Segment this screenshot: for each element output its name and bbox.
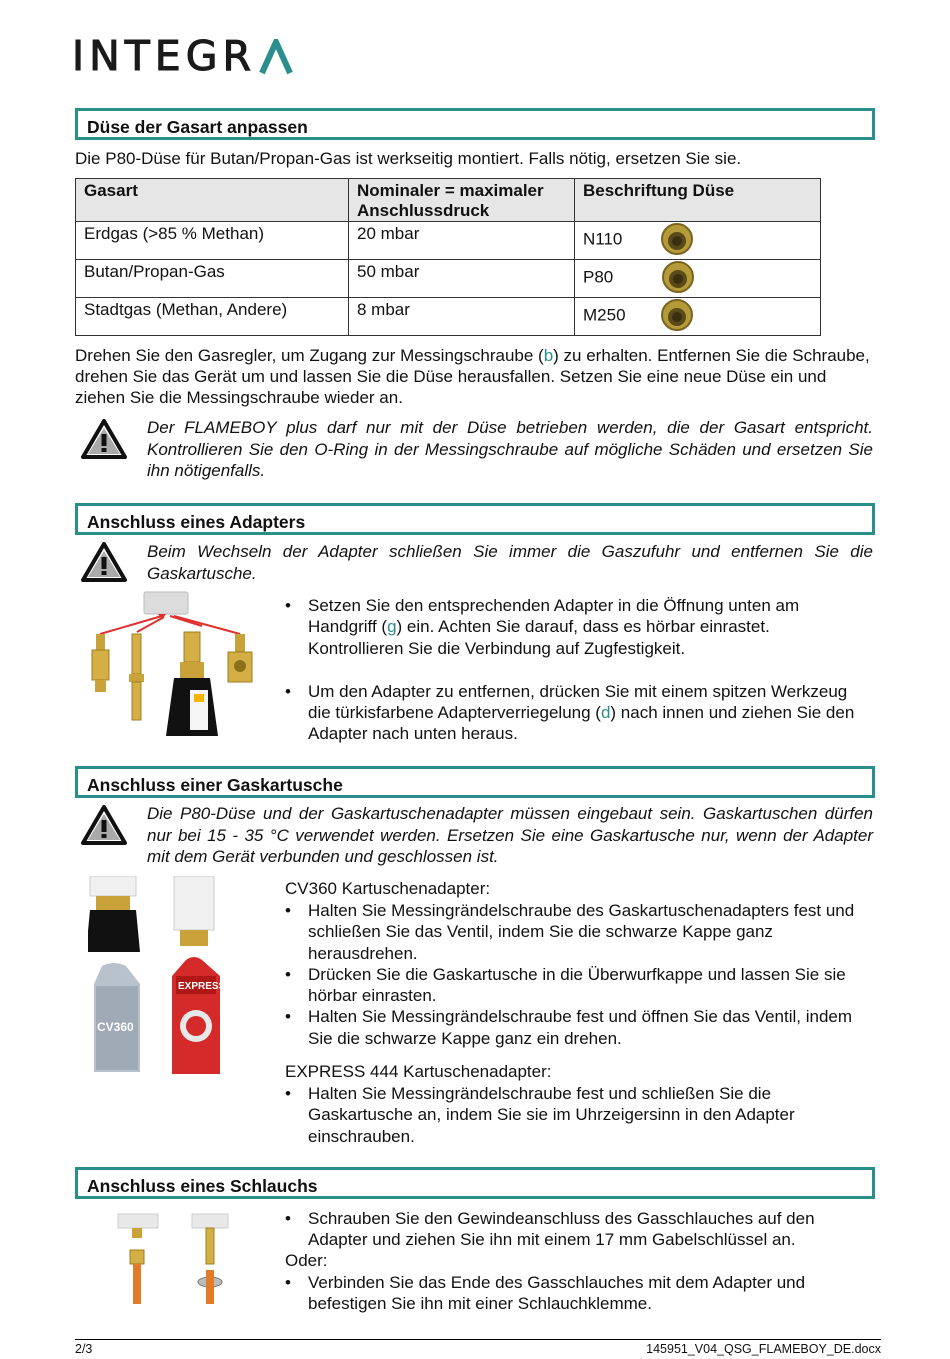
footer-divider xyxy=(75,1339,881,1340)
document-name: 145951_V04_QSG_FLAMEBOY_DE.docx xyxy=(646,1342,881,1356)
logo-text: INTEGR xyxy=(72,32,256,80)
table-cell: Erdgas (>85 % Methan) xyxy=(76,222,349,260)
gas-type-table xyxy=(75,178,821,336)
express-label: EXPRESS 444 Kartuschenadapter: xyxy=(285,1062,552,1081)
nozzle-intro: Die P80-Düse für Butan/Propan-Gas ist werkseitig montiert. Falls nötig, ersetzen Sie sie. xyxy=(75,149,742,168)
list-item: • Halten Sie Messingrändelschraube fest und öffnen Sie das Ventil, indem Sie die schwarze Kappe ganz ein drehen. xyxy=(285,1006,855,1049)
cv360-label: CV360 Kartuschenadapter: xyxy=(285,879,491,898)
table-header-cell: Beschriftung Düse xyxy=(575,179,821,222)
warning-icon xyxy=(80,804,128,846)
list-item: • Verbinden Sie das Ende des Gasschlauches mit dem Adapter und befestigen Sie ihn mit einer Schlauchklemme. xyxy=(285,1272,855,1315)
table-header-cell: Gasart xyxy=(76,179,349,222)
table-header-row xyxy=(76,179,821,222)
text-run: ) ein. Achten Sie darauf, dass es hörbar einrastet. Kontrollieren Sie die Verbindung auf Zugfestigkeit. xyxy=(308,617,770,658)
list-item: • Drücken Sie die Gaskartusche in die Überwurfkappe und lassen Sie sie hörbar einrasten. xyxy=(285,964,855,1007)
nozzle-code: P80 xyxy=(583,267,614,287)
nozzle-warning: Der FLAMEBOY plus darf nur mit der Düse betrieben werden, die der Gasart entspricht. Kontrollieren Sie den O-Ring in der Messingschraube auf mögliche Schäden und ersetzen Sie ihn nötigenfalls. xyxy=(147,418,873,480)
section-heading-cartridge: Anschluss einer Gaskartusche xyxy=(75,766,875,798)
table-cell: Butan/Propan-Gas xyxy=(76,260,349,298)
adapter-steps-list xyxy=(285,595,855,745)
hose-illustration xyxy=(110,1212,250,1306)
text-run: Um den Adapter zu entfernen, drücken Sie mit einem spitzen Werkzeug die türkisfarbene Adapterverriegelung ( xyxy=(308,681,848,723)
text-run: Setzen Sie den entsprechenden Adapter in die Öffnung unten am Handgriff ( xyxy=(308,596,800,637)
cv360-can-label: CV360 xyxy=(97,1020,134,1034)
table-header-cell: Nominaler = maximaler Anschlussdruck xyxy=(349,179,575,222)
cartridge-warning: Die P80-Düse und der Gaskartuschenadapter müssen eingebaut sein. Gaskartuschen dürfen nur bei 15 - 35 °C verwendet werden. Ersetzen Sie eine Gaskartusche nur, wenn der Adapter mit dem Gerät verbunden und geschlossen ist. xyxy=(147,804,873,866)
hose-steps-list xyxy=(285,1208,855,1251)
table-cell: 20 mbar xyxy=(349,222,575,260)
adapters-illustration xyxy=(82,590,272,742)
adapter-warning: Beim Wechseln der Adapter schließen Sie immer die Gaszufuhr und entfernen Sie die Gaskartusche. xyxy=(147,542,873,583)
cv360-steps-list xyxy=(285,900,855,1049)
section-heading-nozzle: Düse der Gasart anpassen xyxy=(75,108,875,140)
nozzle-n110-icon xyxy=(660,222,694,256)
table-cell: Stadtgas (Methan, Andere) xyxy=(76,298,349,336)
table-cell xyxy=(575,298,821,336)
list-item xyxy=(285,681,855,745)
express-steps-list xyxy=(285,1083,855,1147)
table-cell: 8 mbar xyxy=(349,298,575,336)
table-row xyxy=(76,222,821,260)
list-item xyxy=(285,595,855,659)
nozzle-code: N110 xyxy=(583,229,623,249)
part-ref-b: b xyxy=(543,346,554,365)
section-heading-adapter: Anschluss eines Adapters xyxy=(75,503,875,535)
table-row xyxy=(76,260,821,298)
part-ref-g: g xyxy=(387,617,397,637)
nozzle-code: M250 xyxy=(583,305,626,325)
table-cell xyxy=(575,260,821,298)
text-run: ) zu erhalten. Entfernen Sie die Schraube, drehen Sie das Gerät um und lassen Sie die Düse herausfallen. Setzen Sie eine neue Düse ein und ziehen Sie die Messingschraube wieder an. xyxy=(75,346,870,407)
text-run: ) nach innen und ziehen Sie den Adapter nach unten heraus. xyxy=(308,703,855,744)
table-cell xyxy=(575,222,821,260)
hose-or-label: Oder: xyxy=(285,1251,328,1270)
nozzle-m250-icon xyxy=(660,298,694,332)
express-can-label: EXPRESS xyxy=(178,981,226,992)
list-item: • Schrauben Sie den Gewindeanschluss des Gasschlauches auf den Adapter und ziehen Sie ihn mit einem 17 mm Gabelschlüssel an. xyxy=(285,1208,855,1251)
logo-final-letter-icon xyxy=(258,39,294,75)
hose-steps-list-alt xyxy=(285,1272,855,1315)
nozzle-p80-icon xyxy=(661,260,695,294)
part-ref-d: d xyxy=(600,703,611,723)
list-item: • Halten Sie Messingrändelschraube fest und schließen Sie die Gaskartusche an, indem Sie sie im Uhrzeigersinn in den Adapter einschrauben. xyxy=(285,1083,855,1147)
warning-icon xyxy=(80,418,128,460)
integra-logo xyxy=(72,32,294,80)
cartridge-illustration xyxy=(88,876,238,1076)
nozzle-instructions xyxy=(75,345,875,408)
list-item: • Halten Sie Messingrändelschraube des Gaskartuschenadapters fest und schließen Sie das Ventil, indem Sie die schwarze Kappe ganz herausdrehen. xyxy=(285,900,855,964)
table-cell: 50 mbar xyxy=(349,260,575,298)
page-number: 2/3 xyxy=(75,1342,93,1356)
warning-icon xyxy=(80,541,128,583)
table-row xyxy=(76,298,821,336)
section-heading-hose: Anschluss eines Schlauchs xyxy=(75,1167,875,1199)
text-run: Drehen Sie den Gasregler, um Zugang zur Messingschraube ( xyxy=(75,346,544,365)
